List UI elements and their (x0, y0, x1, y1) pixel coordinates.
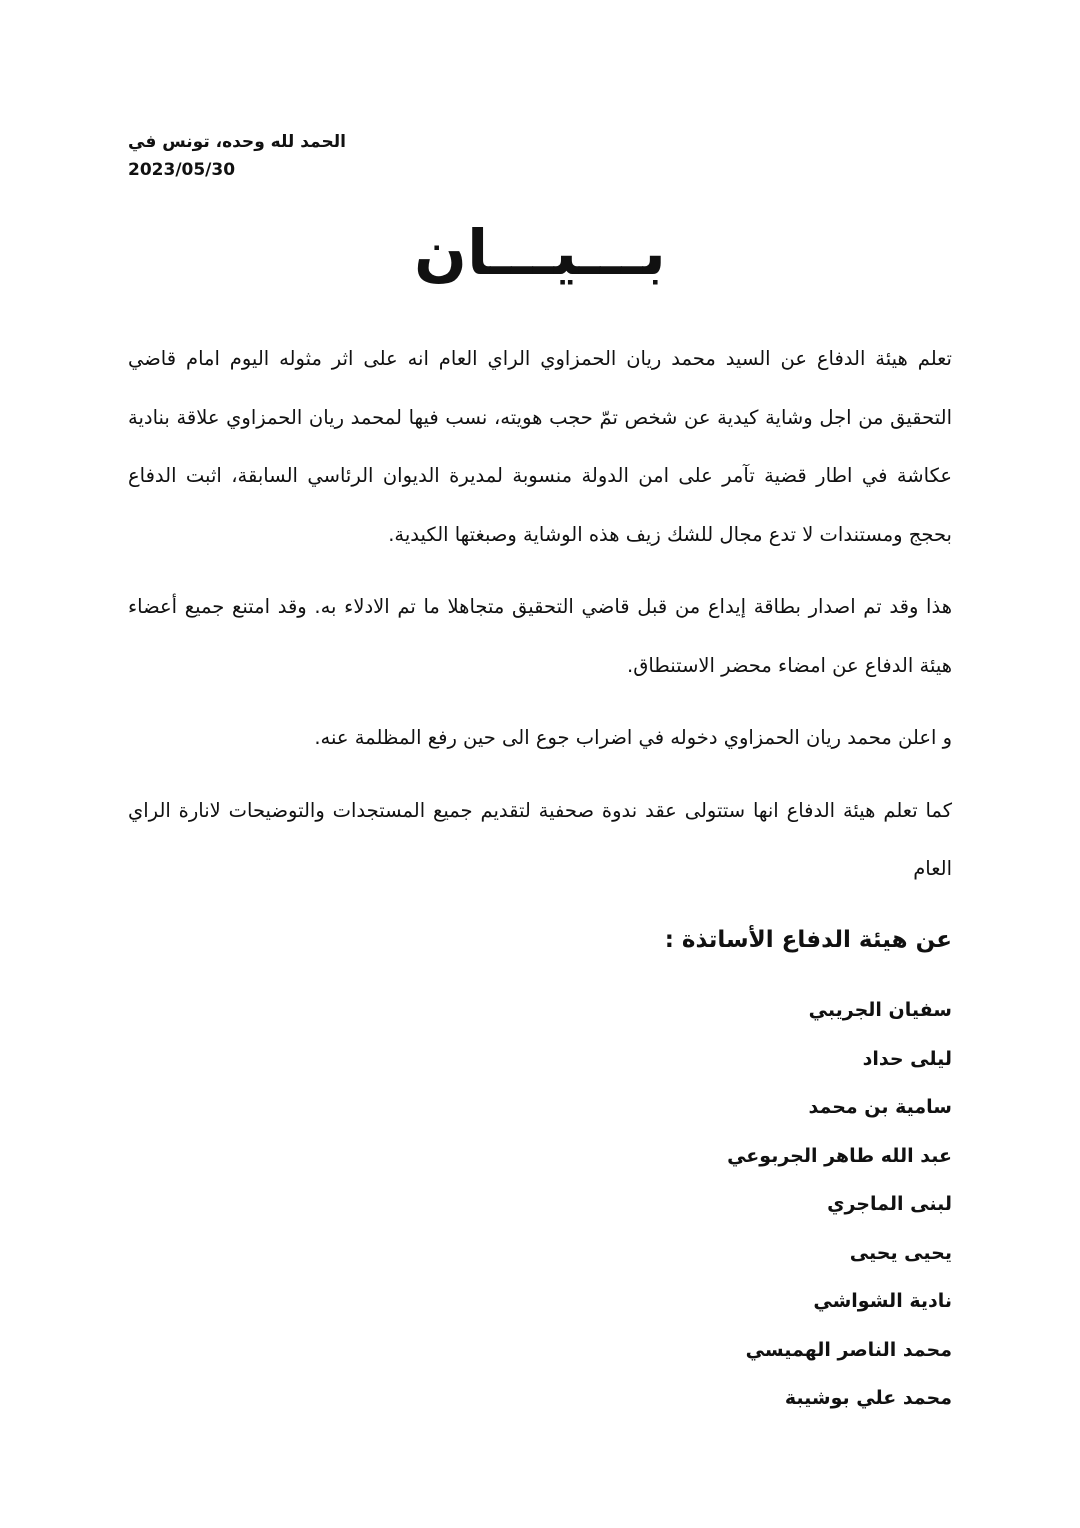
defense-signoff: عن هيئة الدفاع الأساتذة : (664, 927, 952, 953)
paragraph-2: هذا وقد تم اصدار بطاقة إيداع من قبل قاضي التحقيق متجاهلا ما تم الادلاء به. وقد امتنع جميع أعضاء هيئة الدفاع عن امضاء محضر الاستنطاق. (128, 595, 952, 677)
lawyer-name: عبد الله طاهر الجربوعي (727, 1144, 952, 1167)
paragraph-1: تعلم هيئة الدفاع عن السيد محمد ريان الحمزاوي الراي العام انه على اثر مثوله اليوم امام قاضي التحقيق من اجل وشاية كيدية عن شخص تمّ حجب هويته، نسب فيها لمحمد ريان الحمزاوي علاقة بنادية عكاشة في اطار قضية تآمر على امن الدولة منسوبة لمديرة الديوان الرئاسي السابقة، اثبت الدفاع بحجج ومستندات لا تدع مجال للشك زيف هذه الوشاية وصبغتها الكيدية. (128, 347, 952, 546)
paragraph-4: كما تعلم هيئة الدفاع انها ستتولى عقد ندوة صحفية لتقديم جميع المستجدات والتوضيحات لانارة الراي العام (128, 798, 952, 880)
date-line: الحمد لله وحده، تونس في 2023/05/30 (128, 132, 346, 180)
paragraph-3: و اعلن محمد ريان الحمزاوي دخوله في اضراب جوع الى حين رفع المظلمة عنه. (314, 726, 952, 749)
lawyer-name: يحيى يحيى (849, 1241, 952, 1264)
lawyer-name: ليلى حداد (862, 1047, 952, 1070)
statement-title: بـــيـــان (414, 216, 666, 289)
lawyers-list (452, 986, 952, 1423)
lawyer-name: سامية بن محمد (808, 1096, 952, 1118)
lawyer-name: نادية الشواشي (813, 1290, 952, 1312)
lawyer-name: لبنى الماجري (827, 1193, 952, 1215)
lawyer-name: محمد الناصر الهميسي (745, 1338, 952, 1361)
lawyer-name: محمد علي بوشيبة (784, 1387, 952, 1409)
statement-body (128, 330, 952, 913)
lawyer-name: سفيان الجريبي (808, 999, 952, 1021)
